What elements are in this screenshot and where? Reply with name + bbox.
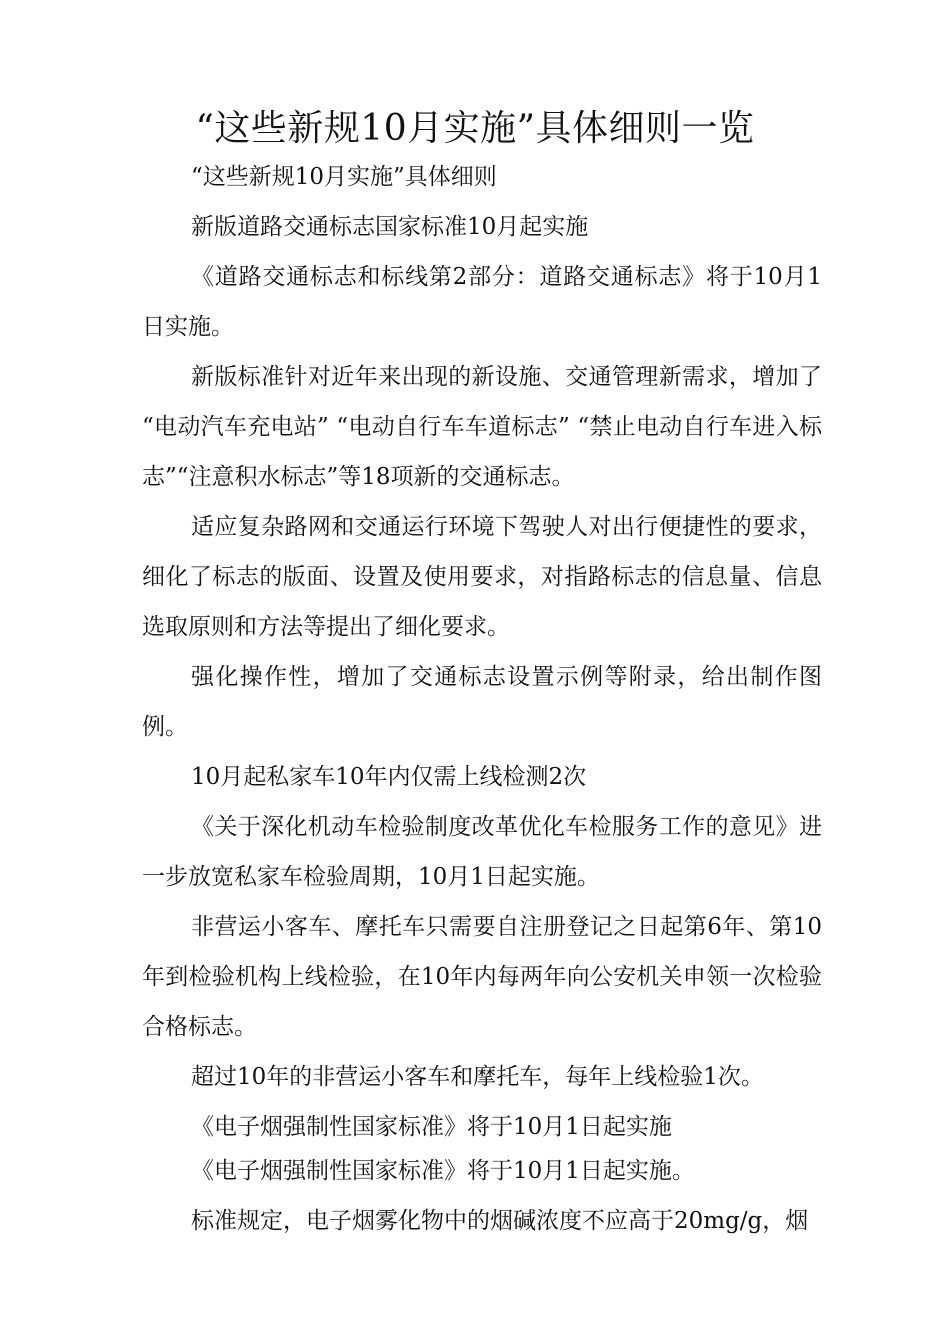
document-title: “这些新规10月实施”具体细则一览 [195, 108, 755, 149]
paragraph-heading-e-cigarette: 《电子烟强制性国家标准》将于10月1日起实施 [191, 1114, 672, 1140]
document-body [142, 152, 822, 1246]
paragraph-operability: 强化操作性，增加了交通标志设置示例等附录，给出制作图例。 [142, 664, 822, 740]
paragraph-new-signs: 新版标准针对近年来出现的新设施、交通管理新需求，增加了 “电动汽车充电站” “电动自行车车道标志” “禁止电动自行车进入标志”“注意积水标志”等18项新的交通标志。 [142, 364, 822, 490]
paragraph-heading-traffic-signs: 新版道路交通标志国家标准10月起实施 [191, 214, 589, 240]
paragraph-e-cigarette-date: 《电子烟强制性国家标准》将于10月1日起实施。 [191, 1158, 695, 1184]
paragraph-over-ten-years: 超过10年的非营运小客车和摩托车，每年上线检验1次。 [191, 1064, 764, 1090]
paragraph-inspection-opinion: 《关于深化机动车检验制度改革优化车检服务工作的意见》进一步放宽私家车检验周期，10月1日起实施。 [142, 814, 822, 890]
paragraph-guidance-signs: 适应复杂路网和交通运行环境下驾驶人对出行便捷性的要求，细化了标志的版面、设置及使用要求，对指路标志的信息量、信息选取原则和方法等提出了细化要求。 [142, 514, 822, 640]
paragraph-heading-vehicle-inspection: 10月起私家车10年内仅需上线检测2次 [191, 764, 587, 790]
paragraph-inspection-schedule: 非营运小客车、摩托车只需要自注册登记之日起第6年、第10年到检验机构上线检验，在10年内每两年向公安机关申领一次检验合格标志。 [142, 914, 822, 1040]
paragraph-traffic-standard-date: 《道路交通标志和标线第2部分：道路交通标志》将于10月1日实施。 [142, 264, 822, 340]
paragraph-e-cigarette-rule: 标准规定，电子烟雾化物中的烟碱浓度不应高于20mg/g，烟 [191, 1208, 809, 1234]
paragraph-subtitle: “这些新规10月实施”具体细则 [191, 164, 497, 190]
